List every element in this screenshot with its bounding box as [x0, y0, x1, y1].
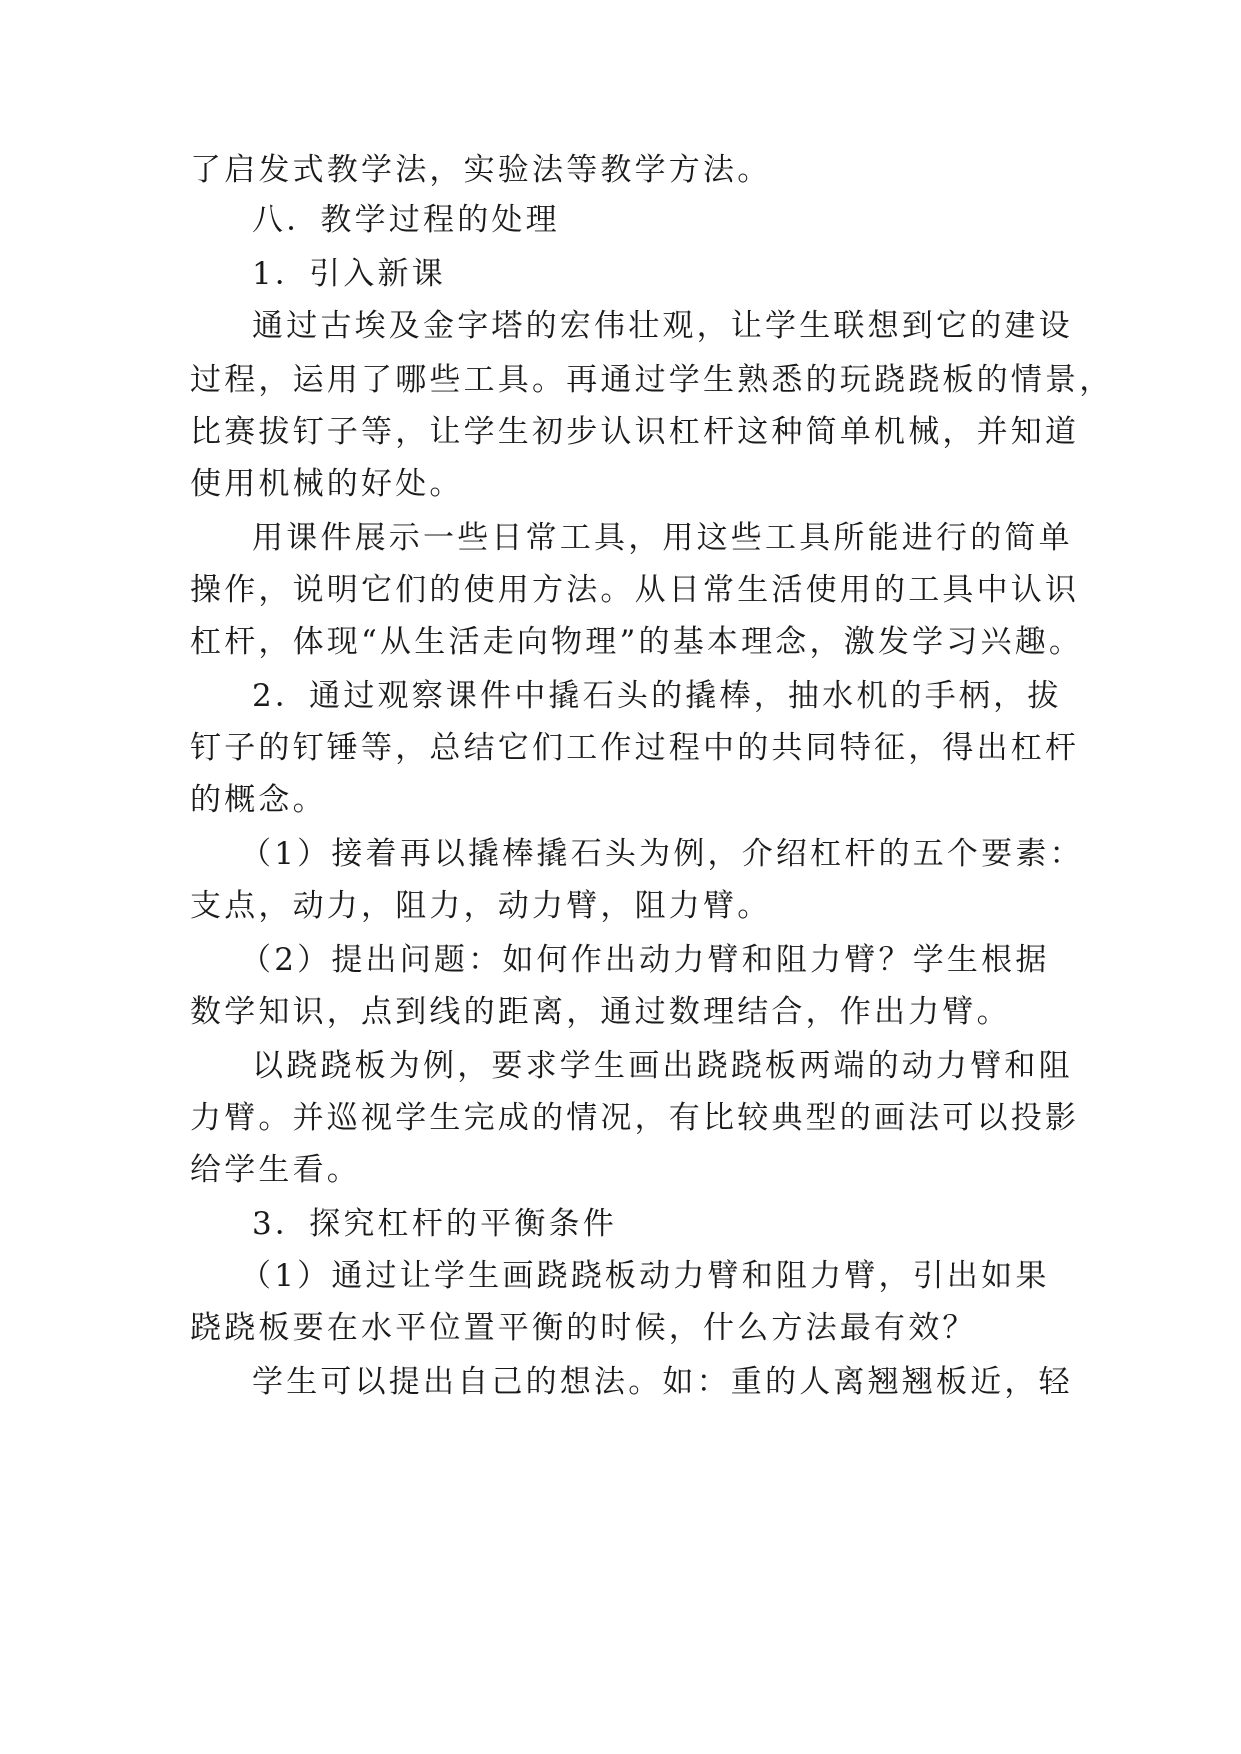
text-line: 支点，动力，阻力，动力臂，阻力臂。 — [190, 888, 772, 924]
text-line: 跷跷板要在水平位置平衡的时候，什么方法最有效？ — [190, 1310, 977, 1346]
text-line: 比赛拔钉子等，让学生初步认识杠杆这种简单机械，并知道 — [190, 414, 1080, 450]
subsection-heading: 3．探究杠杆的平衡条件 — [252, 1206, 617, 1242]
text-line: （1）接着再以撬棒撬石头为例，介绍杠杆的五个要素： — [240, 836, 1084, 872]
text-line: 2．通过观察课件中撬石头的撬棒，抽水机的手柄，拔 — [252, 678, 1062, 714]
text-line: 学生可以提出自己的想法。如：重的人离翘翘板近，轻 — [252, 1364, 1073, 1400]
text-line: （2）提出问题：如何作出动力臂和阻力臂？学生根据 — [240, 942, 1050, 978]
text-line: 以跷跷板为例，要求学生画出跷跷板两端的动力臂和阻 — [252, 1048, 1073, 1084]
text-line: 操作，说明它们的使用方法。从日常生活使用的工具中认识 — [190, 572, 1080, 608]
text-line: 的概念。 — [190, 782, 327, 818]
text-line: 用课件展示一些日常工具，用这些工具所能进行的简单 — [252, 520, 1073, 556]
text-line: 杠杆，体现“从生活走向物理”的基本理念，激发学习兴趣。 — [190, 624, 1084, 660]
text-line: 通过古埃及金字塔的宏伟壮观，让学生联想到它的建设 — [252, 308, 1073, 344]
subsection-heading: 1．引入新课 — [252, 256, 446, 292]
text-line: 数学知识，点到线的距离，通过数理结合，作出力臂。 — [190, 994, 1011, 1030]
text-line: 过程，运用了哪些工具。再通过学生熟悉的玩跷跷板的情景， — [190, 362, 1114, 398]
text-line: 了启发式教学法，实验法等教学方法。 — [190, 152, 772, 188]
text-line: 给学生看。 — [190, 1152, 361, 1188]
section-heading: 八．教学过程的处理 — [252, 202, 560, 238]
text-line: 钉子的钉锤等，总结它们工作过程中的共同特征，得出杠杆 — [190, 730, 1080, 766]
text-line: 使用机械的好处。 — [190, 466, 464, 502]
text-line: 力臂。并巡视学生完成的情况，有比较典型的画法可以投影 — [190, 1100, 1080, 1136]
text-line: （1）通过让学生画跷跷板动力臂和阻力臂，引出如果 — [240, 1258, 1050, 1294]
